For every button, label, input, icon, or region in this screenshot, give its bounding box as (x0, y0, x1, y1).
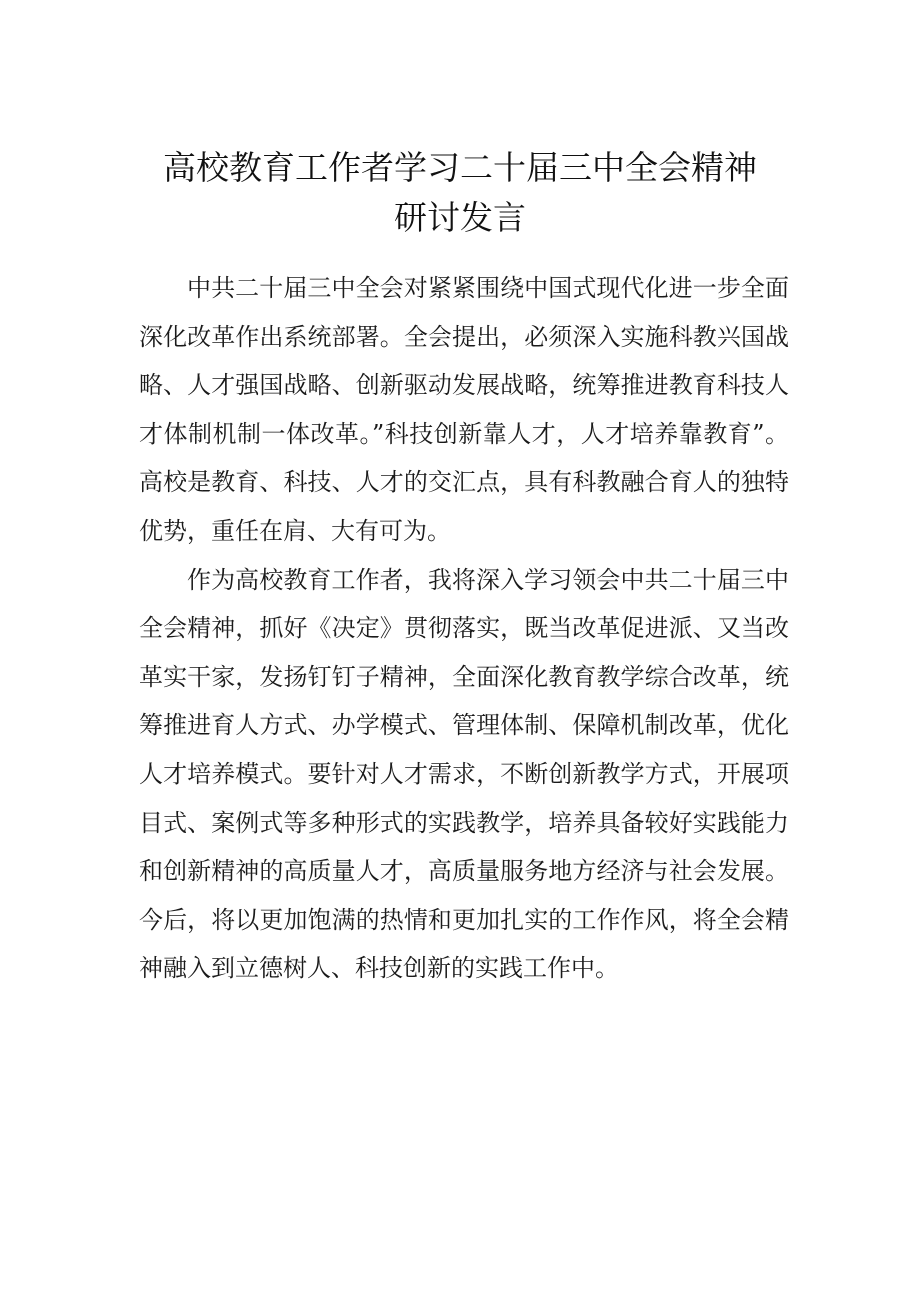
document-body (139, 264, 789, 993)
document-title: 高校教育工作者学习二十届三中全会精神 (163, 148, 757, 187)
paragraph-2: 作为高校教育工作者，我将深入学习领会中共二十届三中全会精神，抓好《决定》贯彻落实，既当改革促进派、又当改革实干家，发扬钉钉子精神，全面深化教育教学综合改革，统筹推进育人方式、办学模式、管理体制、保障机制改革，优化人才培养模式。要针对人才需求，不断创新教学方式，开展项目式、案例式等多种形式的实践教学，培养具备较好实践能力和创新精神的高质量人才，高质量服务地方经济与社会发展。今后，将以更加饱满的热情和更加扎实的工作作风，将全会精神融入到立德树人、科技创新的实践工作中。 (139, 565, 789, 983)
document-subtitle: 研讨发言 (394, 198, 526, 237)
paragraph-1: 中共二十届三中全会对紧紧围绕中国式现代化进一步全面深化改革作出系统部署。全会提出，必须深入实施科教兴国战略、人才强国战略、创新驱动发展战略，统筹推进教育科技人才体制机制一体改革。”科技创新靠人才，人才培养靠教育”。高校是教育、科技、人才的交汇点，具有科教融合育人的独特优势，重任在肩、大有可为。 (139, 274, 789, 545)
